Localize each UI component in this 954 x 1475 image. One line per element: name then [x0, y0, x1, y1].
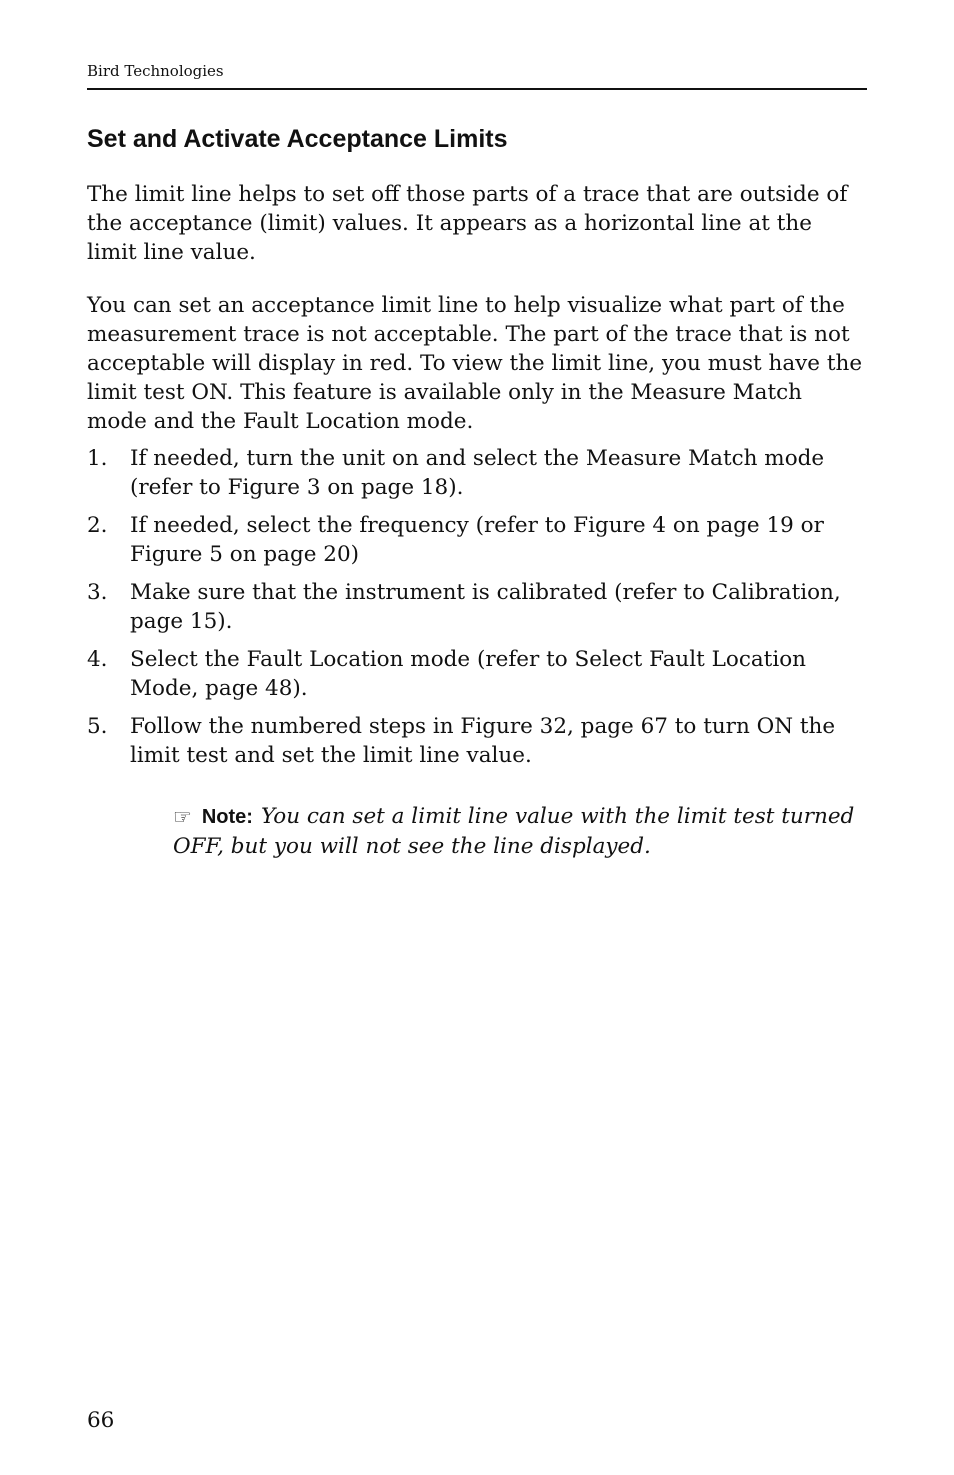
step-text: If needed, turn the unit on and select the Measure Match mode (refer to Figure 3 on page 18).	[130, 446, 825, 500]
pointing-hand-icon: ☞	[173, 805, 192, 829]
step-item	[87, 712, 867, 770]
step-item	[87, 444, 867, 502]
step-item	[87, 511, 867, 569]
procedure-steps	[87, 444, 867, 770]
page-number: 66	[87, 1408, 115, 1433]
step-item	[87, 578, 867, 636]
step-number: 4.	[87, 647, 108, 672]
step-number: 5.	[87, 714, 108, 739]
intro-paragraph: The limit line helps to set off those parts of a trace that are outside of the acceptance (limit) values. It appears as a horizontal line at the limit line value.	[87, 182, 848, 265]
note-label: Note:	[201, 806, 253, 828]
step-text: If needed, select the frequency (refer to Figure 4 on page 19 or Figure 5 on page 20)	[130, 513, 824, 567]
note-block	[173, 802, 867, 861]
step-text: Select the Fault Location mode (refer to Select Fault Location Mode, page 48).	[130, 647, 806, 701]
step-text: Follow the numbered steps in Figure 32, page 67 to turn ON the limit test and set the limit line value.	[130, 714, 836, 768]
step-number: 1.	[87, 446, 108, 471]
page-header	[87, 60, 867, 90]
note-text: You can set a limit line value with the limit test turned OFF, but you will not see the line displayed.	[173, 804, 855, 859]
description-paragraph: You can set an acceptance limit line to help visualize what part of the measurement trace is not acceptable. The part of the trace that is not acceptable will display in red. To view the limit line, you must have the limit test ON. This feature is available only in the Measure Match mode and the Fault Location mode.	[87, 293, 863, 434]
step-item	[87, 645, 867, 703]
company-name: Bird Technologies	[87, 62, 224, 80]
page-content	[87, 122, 867, 861]
step-number: 2.	[87, 513, 108, 538]
step-number: 3.	[87, 580, 108, 605]
section-title: Set and Activate Acceptance Limits	[87, 125, 508, 153]
step-text: Make sure that the instrument is calibrated (refer to Calibration, page 15).	[130, 580, 841, 634]
